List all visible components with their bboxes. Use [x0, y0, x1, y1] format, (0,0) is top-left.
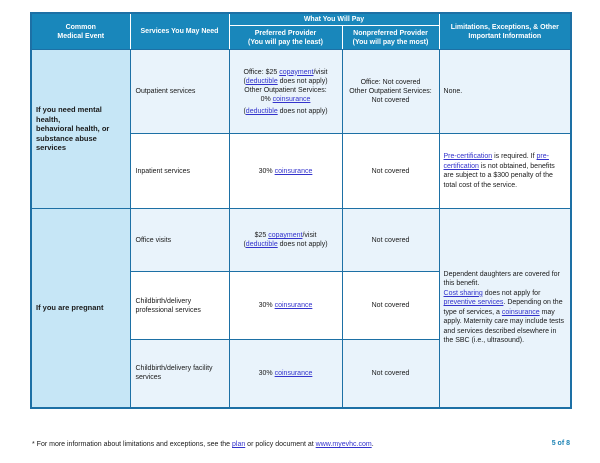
text-segment: Common — [65, 23, 96, 31]
paragraph-gap — [234, 104, 338, 107]
service-outpatient-cell — [130, 50, 229, 134]
text-segment: does not apply) — [277, 241, 328, 248]
text-segment: Not covered — [371, 302, 410, 309]
text-segment: Services You May Need — [140, 28, 219, 35]
text-segment: $25 — [254, 232, 269, 239]
limitation-pregnancy-cell — [439, 209, 571, 408]
deductible-link[interactable]: deductible — [245, 241, 278, 248]
text-segment: Not covered — [371, 167, 410, 175]
header-nonpreferred-provider — [342, 26, 439, 50]
text-segment: 30% — [258, 369, 275, 377]
text-segment: Childbirth/delivery — [135, 297, 192, 305]
header-services-you-may-need — [130, 13, 229, 50]
benefits-table — [30, 12, 572, 409]
page-number: 5 of 8 — [551, 440, 570, 447]
copayment-link[interactable]: copayment — [268, 232, 303, 239]
text-segment: 30% — [258, 302, 275, 309]
text-segment: /visit — [313, 68, 328, 76]
header-limitations — [439, 13, 571, 50]
inpatient-preferred-cell — [229, 134, 342, 209]
text-segment: Medical Event — [57, 32, 105, 40]
deductible-link[interactable]: deductible — [245, 107, 278, 115]
plan-link[interactable]: plan — [232, 441, 246, 448]
text-segment: professional services — [135, 306, 201, 314]
text-segment: Inpatient services — [135, 167, 190, 175]
text-segment: Not covered — [371, 369, 410, 377]
text-segment: Important Information — [468, 32, 542, 40]
limitation-precertification-cell — [439, 134, 571, 209]
text-segment: Dependent daughters are covered for this benefit. — [443, 270, 560, 288]
service-inpatient-cell — [130, 134, 229, 209]
service-office-visits-cell — [130, 209, 229, 272]
text-segment: What You Will Pay — [303, 16, 365, 23]
text-segment: (You will pay the least) — [248, 38, 323, 46]
childbirth-facility-nonpreferred-cell — [342, 340, 439, 408]
header-preferred-provider — [229, 26, 342, 50]
text-segment: Not covered — [371, 97, 410, 104]
deductible-link[interactable]: deductible — [245, 77, 278, 85]
text-segment: may apply. Maternity care may include tests and services described elsewhere in the SBC (i.e., ultrasound). — [443, 308, 564, 345]
event-pregnant-cell — [31, 209, 130, 408]
service-childbirth-professional-cell — [130, 272, 229, 340]
limitation-none-cell — [439, 50, 571, 134]
coinsurance-link[interactable]: coinsurance — [274, 369, 313, 377]
text-segment: Preferred Provider — [254, 29, 317, 37]
text-segment: is required. If — [492, 153, 537, 160]
text-segment: Office: $25 — [243, 68, 280, 76]
outpatient-preferred-cell — [229, 50, 342, 134]
text-segment: does not apply) — [277, 107, 328, 115]
childbirth-professional-nonpreferred-cell — [342, 272, 439, 340]
text-segment: 30% — [258, 167, 275, 175]
text-segment: Not covered — [371, 236, 410, 244]
office-visits-preferred-cell — [229, 209, 342, 272]
footer-note — [32, 440, 374, 449]
text-segment: . Depending on the type of services, a — [443, 299, 563, 316]
childbirth-professional-preferred-cell — [229, 272, 342, 340]
text-segment: or policy document at — [245, 441, 316, 448]
copayment-link[interactable]: copayment — [279, 68, 314, 76]
text-segment: Nonpreferred Provider — [353, 29, 428, 37]
text-segment: Office visits — [135, 236, 172, 244]
text-segment: is not obtained, benefits are subject to a $300 penalty of the total cost of the service. — [443, 162, 555, 189]
text-segment: Limitations, Exceptions, & Other — [450, 23, 559, 31]
coinsurance-link[interactable]: coinsurance — [274, 167, 313, 175]
inpatient-nonpreferred-cell — [342, 134, 439, 209]
text-segment: services — [135, 374, 162, 382]
text-segment: ( — [243, 107, 246, 115]
text-segment: None. — [443, 87, 463, 95]
coinsurance-link[interactable]: coinsurance — [272, 95, 311, 103]
text-segment: Office: Not covered — [360, 79, 421, 86]
pre-certification-link[interactable]: pre-certification — [443, 153, 549, 170]
coinsurance-link[interactable]: coinsurance — [501, 308, 540, 316]
text-segment: substance abuse services — [36, 133, 97, 153]
childbirth-facility-preferred-cell — [229, 340, 342, 408]
myevhc-link[interactable]: www.myevhc.com — [315, 441, 372, 448]
header-what-you-will-pay — [229, 13, 439, 26]
pre-certification-link[interactable]: Pre-certification — [443, 153, 493, 160]
text-segment: ( — [243, 241, 246, 248]
cost-sharing-link[interactable]: Cost sharing — [443, 289, 483, 297]
text-segment: /visit — [302, 232, 317, 239]
text-segment: (You will pay the most) — [352, 38, 429, 46]
coinsurance-link[interactable]: coinsurance — [274, 302, 313, 309]
text-segment: behavioral health, or — [36, 124, 110, 134]
text-segment: ( — [243, 77, 246, 85]
header-common-medical-event — [31, 13, 130, 50]
text-segment: does not apply) — [277, 77, 328, 85]
text-segment: does not apply for — [482, 289, 541, 297]
text-segment: If you need mental health, — [36, 105, 102, 124]
office-visits-nonpreferred-cell — [342, 209, 439, 272]
service-childbirth-facility-cell — [130, 340, 229, 408]
event-mental-health-cell — [31, 50, 130, 209]
text-segment: Outpatient services — [135, 88, 196, 95]
text-segment: Other Outpatient Services: — [244, 86, 327, 94]
text-segment: * For more information about limitations and exceptions, see the — [32, 441, 232, 448]
text-segment: Other Outpatient Services: — [349, 88, 432, 95]
outpatient-nonpreferred-cell — [342, 50, 439, 134]
text-segment: If you are pregnant — [36, 303, 104, 312]
text-segment: . — [371, 441, 374, 448]
text-segment: Childbirth/delivery facility — [135, 365, 213, 373]
text-segment: 0% — [260, 95, 273, 103]
preventive-services-link[interactable]: preventive services — [443, 299, 504, 307]
